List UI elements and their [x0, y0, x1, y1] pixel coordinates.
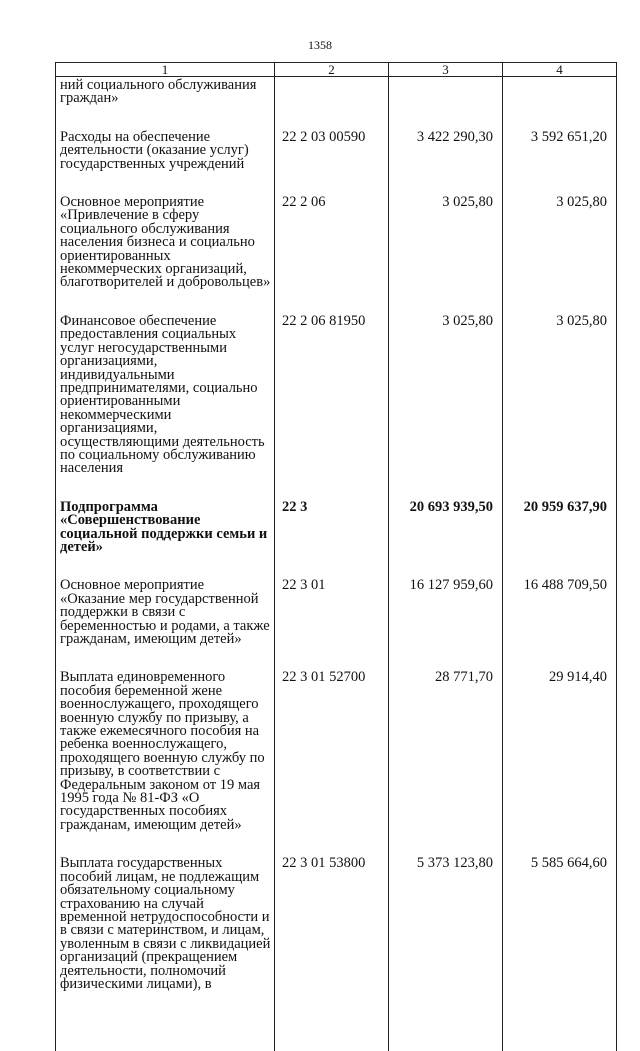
- row-code: 22 3: [275, 499, 389, 578]
- row-code: 22 2 06 81950: [275, 313, 389, 499]
- row-code: 22 3 01 53800: [275, 855, 389, 1051]
- row-value-2: 3 592 651,20: [503, 129, 617, 194]
- row-value-2: [503, 77, 617, 129]
- row-value-2: 5 585 664,60: [503, 855, 617, 1051]
- budget-table: [55, 62, 617, 1051]
- row-name: Подпрограмма «Совершенствование социальной поддержки семьи и детей»: [56, 499, 275, 578]
- row-name: Выплата единовременного пособия беременной жене военнослужащего, проходящего военную службу по призыву, а также ежемесячного пособия на ребенка военнослужащего, проходящего военную службу по призыву, в соответствии с Федеральным законом от 19 мая 1995 года № 81-ФЗ «О государственных пособиях гражданам, имеющим детей»: [56, 669, 275, 855]
- row-name: ний социального обслуживания граждан»: [56, 77, 275, 129]
- row-value-1: 3 422 290,30: [389, 129, 503, 194]
- row-value-2: 3 025,80: [503, 194, 617, 313]
- row-name: Финансовое обеспечение предоставления социальных услуг негосударственными организациями, индивидуальными предпринимателями, социально ориентированными некоммерческими организациями, осуществляющими деятельность по социальному обслуживанию населения: [56, 313, 275, 499]
- table-row: [56, 577, 617, 669]
- row-name: Выплата государственных пособий лицам, не подлежащим обязательному социальному страхованию на случай временной нетрудоспособности и в связи с материнством, и лицам, уволенным в связи с ликвидацией организаций (прекращением деятельности, полномочий физическими лицами), в: [56, 855, 275, 1051]
- row-code: [275, 77, 389, 129]
- row-value-1: 16 127 959,60: [389, 577, 503, 669]
- row-name: Основное мероприятие «Оказание мер государственной поддержки в связи с беременностью и родами, а также гражданам, имеющим детей»: [56, 577, 275, 669]
- row-value-2: 3 025,80: [503, 313, 617, 499]
- table-row: [56, 499, 617, 578]
- column-header-1: 1: [56, 63, 275, 77]
- table-row: [56, 194, 617, 313]
- row-code: 22 2 06: [275, 194, 389, 313]
- column-header-4: 4: [503, 63, 617, 77]
- row-value-1: 3 025,80: [389, 194, 503, 313]
- row-code: 22 3 01: [275, 577, 389, 669]
- row-value-1: [389, 77, 503, 129]
- table-header-row: [56, 63, 617, 77]
- row-code: 22 3 01 52700: [275, 669, 389, 855]
- column-header-2: 2: [275, 63, 389, 77]
- row-code: 22 2 03 00590: [275, 129, 389, 194]
- row-value-1: 3 025,80: [389, 313, 503, 499]
- row-value-2: 16 488 709,50: [503, 577, 617, 669]
- table-row: [56, 669, 617, 855]
- row-value-2: 20 959 637,90: [503, 499, 617, 578]
- row-value-1: 5 373 123,80: [389, 855, 503, 1051]
- page-number: 1358: [308, 38, 332, 52]
- table-row: [56, 129, 617, 194]
- table-row: [56, 313, 617, 499]
- table-row: [56, 77, 617, 129]
- row-name: Основное мероприятие «Привлечение в сферу социального обслуживания населения бизнеса и социально ориентированных некоммерческих организаций, благотворителей и добровольцев»: [56, 194, 275, 313]
- column-header-3: 3: [389, 63, 503, 77]
- row-value-1: 28 771,70: [389, 669, 503, 855]
- row-name: Расходы на обеспечение деятельности (оказание услуг) государственных учреждений: [56, 129, 275, 194]
- row-value-2: 29 914,40: [503, 669, 617, 855]
- row-value-1: 20 693 939,50: [389, 499, 503, 578]
- table-row: [56, 855, 617, 1051]
